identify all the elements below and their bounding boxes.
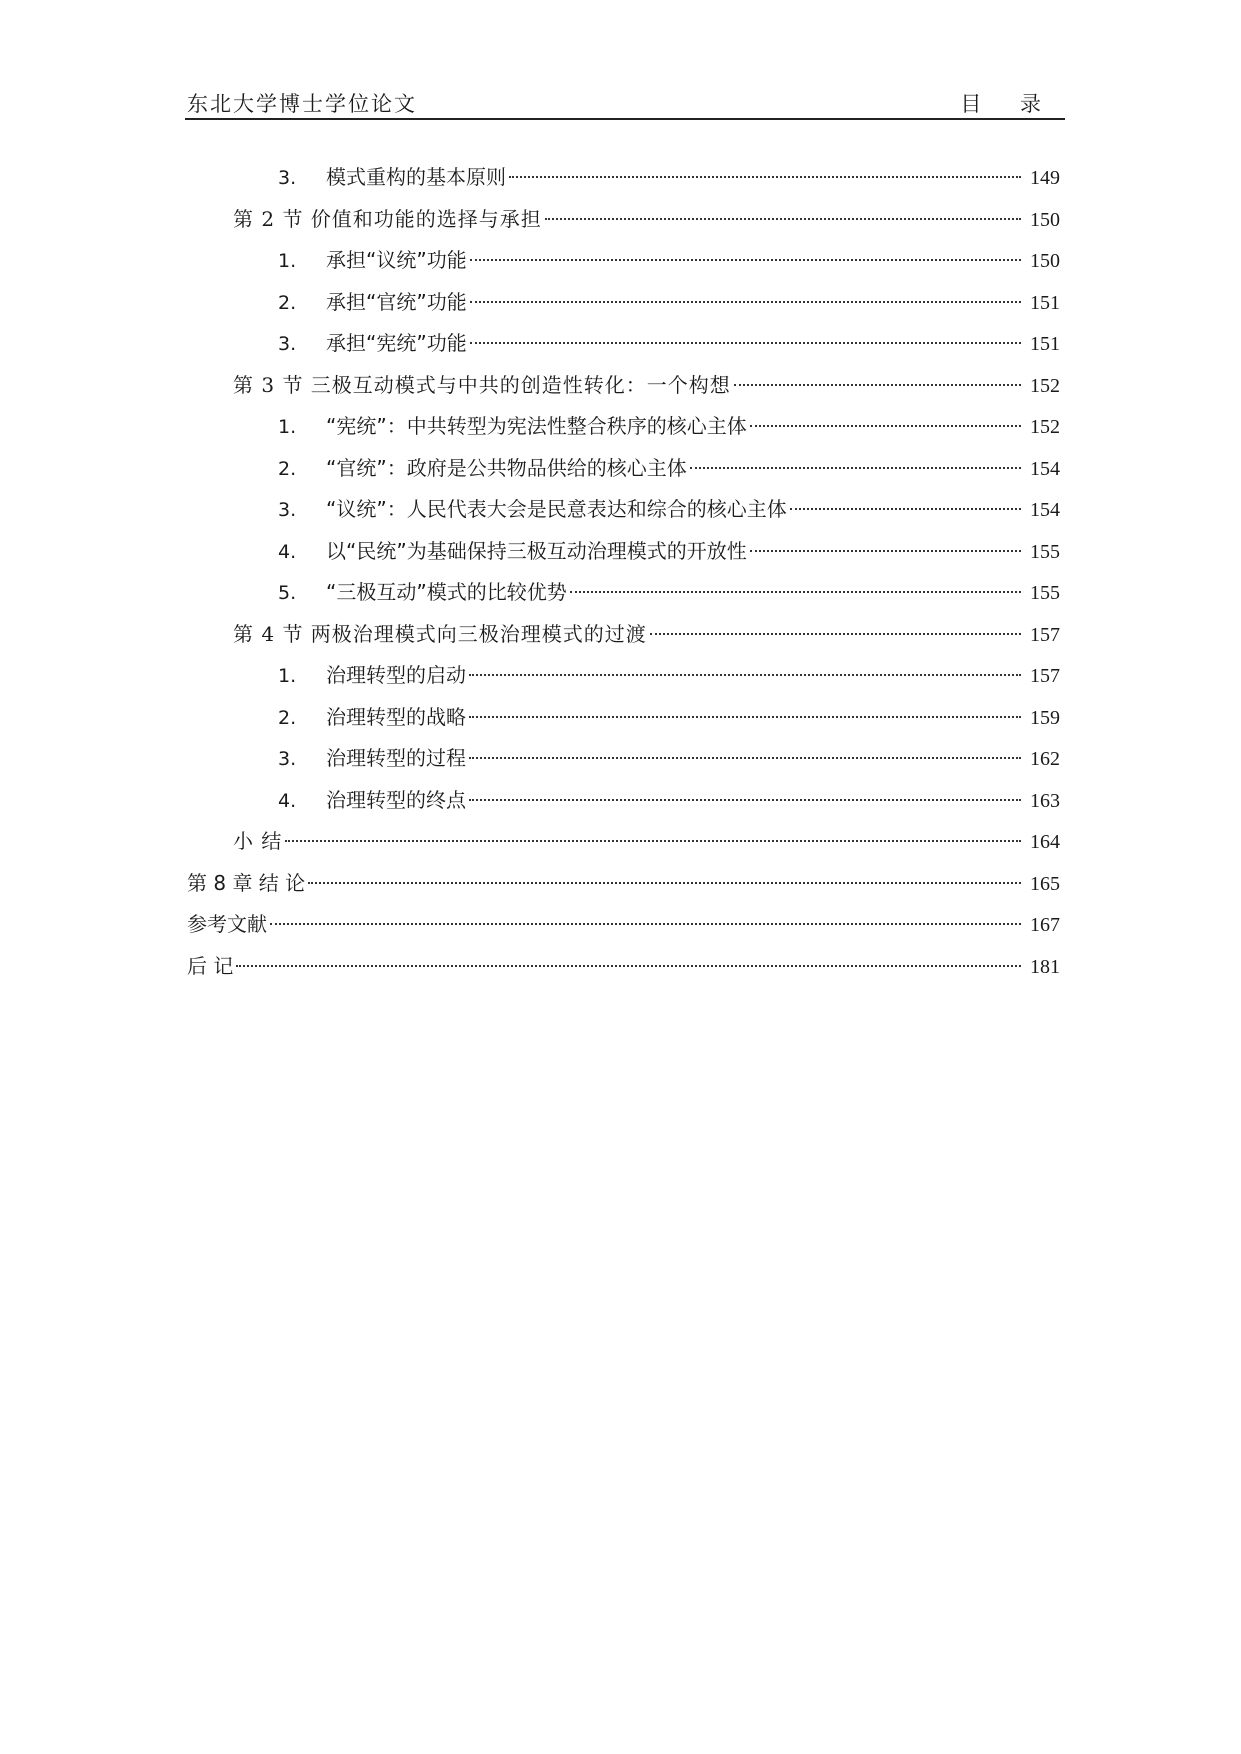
toc-entry-title: “宪统”：中共转型为宪法性整合秩序的核心主体	[326, 414, 747, 438]
toc-entry-number: 1.	[278, 250, 297, 272]
toc-entry-title: 承担“宪统”功能	[326, 331, 467, 355]
toc-entry-page: 151	[1030, 333, 1060, 355]
toc-entry[interactable]	[185, 240, 1060, 282]
toc-section-entry[interactable]	[185, 199, 1060, 241]
toc-entry[interactable]	[185, 572, 1060, 614]
toc-entry-title: 以“民统”为基础保持三极互动治理模式的开放性	[326, 538, 747, 563]
toc-entry-page: 151	[1030, 291, 1060, 314]
dot-leader	[469, 674, 1021, 676]
toc-entry[interactable]	[185, 448, 1060, 490]
toc-entry-number: 2.	[278, 706, 297, 729]
dot-leader	[650, 633, 1021, 635]
toc-entry-page: 164	[1030, 831, 1060, 853]
toc-entry-title: 治理转型的战略	[326, 704, 466, 729]
toc-entry-number: 3.	[278, 167, 297, 189]
section-title: 目 录	[960, 92, 1057, 116]
toc-chapter-entry[interactable]	[185, 863, 1060, 905]
toc-entry-number: 4.	[278, 540, 297, 563]
toc-entry-title: 后 记	[187, 953, 234, 978]
toc-entry-page: 152	[1030, 416, 1060, 438]
dot-leader	[734, 384, 1021, 386]
page-header	[185, 86, 1065, 120]
table-of-contents	[185, 157, 1060, 987]
toc-entry-page: 152	[1030, 374, 1060, 397]
toc-entry-page: 155	[1030, 582, 1060, 604]
toc-entry-page: 155	[1030, 540, 1060, 563]
dot-leader	[270, 923, 1021, 925]
dot-leader	[750, 425, 1021, 427]
toc-entry-page: 154	[1030, 457, 1060, 480]
dot-leader	[545, 218, 1021, 220]
toc-entry-title: 参考文献	[187, 912, 267, 936]
dot-leader	[469, 716, 1021, 718]
toc-entry[interactable]	[185, 531, 1060, 573]
toc-entry[interactable]	[185, 157, 1060, 199]
toc-entry-page: 157	[1030, 665, 1060, 687]
toc-chapter-entry[interactable]	[185, 946, 1060, 988]
dot-leader	[469, 757, 1021, 759]
toc-entry-page: 163	[1030, 789, 1060, 812]
toc-entry-page: 167	[1030, 914, 1060, 936]
toc-entry-title: 模式重构的基本原则	[326, 165, 506, 189]
dot-leader	[570, 591, 1021, 593]
toc-entry-number: 5.	[278, 582, 297, 604]
dot-leader	[236, 965, 1021, 967]
toc-section-entry[interactable]	[185, 614, 1060, 656]
toc-entry-number: 2.	[278, 457, 297, 480]
toc-entry[interactable]	[185, 323, 1060, 365]
toc-entry[interactable]	[185, 282, 1060, 324]
toc-entry-page: 159	[1030, 706, 1060, 729]
toc-entry-number: 1.	[278, 416, 297, 438]
toc-entry-number: 4.	[278, 789, 297, 812]
toc-entry-title: “官统”：政府是公共物品供给的核心主体	[326, 455, 687, 480]
toc-section-entry[interactable]	[185, 365, 1060, 407]
toc-entry-number: 3.	[278, 748, 297, 770]
dot-leader	[470, 342, 1021, 344]
toc-entry-title: “议统”：人民代表大会是民意表达和综合的核心主体	[326, 497, 787, 521]
toc-entry[interactable]	[185, 655, 1060, 697]
toc-entry-page: 157	[1030, 623, 1060, 646]
toc-entry-page: 150	[1030, 250, 1060, 272]
toc-entry[interactable]	[185, 489, 1060, 531]
toc-entry-title: 第 3 节 三极互动模式与中共的创造性转化：一个构想	[233, 372, 731, 397]
dot-leader	[469, 799, 1021, 801]
toc-entry[interactable]	[185, 780, 1060, 822]
toc-entry[interactable]	[185, 697, 1060, 739]
toc-chapter-entry[interactable]	[185, 904, 1060, 946]
toc-entry-number: 3.	[278, 499, 297, 521]
dot-leader	[308, 882, 1021, 884]
toc-summary-entry[interactable]	[185, 821, 1060, 863]
dot-leader	[690, 467, 1021, 469]
dot-leader	[790, 508, 1021, 510]
dot-leader	[750, 550, 1021, 552]
toc-entry-title: 第 8 章 结 论	[187, 870, 306, 895]
dot-leader	[509, 176, 1021, 178]
toc-entry-number: 3.	[278, 333, 297, 355]
toc-entry-title: 承担“议统”功能	[326, 248, 467, 272]
toc-entry-title: 治理转型的过程	[326, 746, 466, 770]
toc-entry-title: 治理转型的启动	[326, 663, 466, 687]
dot-leader	[285, 840, 1021, 842]
toc-entry-page: 149	[1030, 167, 1060, 189]
thesis-title: 东北大学博士学位论文	[187, 92, 417, 116]
dot-leader	[470, 301, 1021, 303]
dot-leader	[470, 259, 1021, 261]
toc-entry-page: 154	[1030, 499, 1060, 521]
toc-entry-page: 181	[1030, 955, 1060, 978]
toc-entry-title: 第 2 节 价值和功能的选择与承担	[233, 206, 542, 231]
toc-entry[interactable]	[185, 738, 1060, 780]
toc-entry[interactable]	[185, 406, 1060, 448]
toc-entry-title: 治理转型的终点	[326, 787, 466, 812]
toc-entry-title: “三极互动”模式的比较优势	[326, 580, 567, 604]
toc-entry-page: 150	[1030, 208, 1060, 231]
toc-entry-number: 2.	[278, 291, 297, 314]
toc-entry-title: 小 结	[233, 829, 283, 853]
toc-entry-title: 承担“官统”功能	[326, 289, 467, 314]
toc-entry-page: 165	[1030, 872, 1060, 895]
toc-entry-title: 第 4 节 两极治理模式向三极治理模式的过渡	[233, 621, 647, 646]
toc-entry-number: 1.	[278, 665, 297, 687]
toc-entry-page: 162	[1030, 748, 1060, 770]
